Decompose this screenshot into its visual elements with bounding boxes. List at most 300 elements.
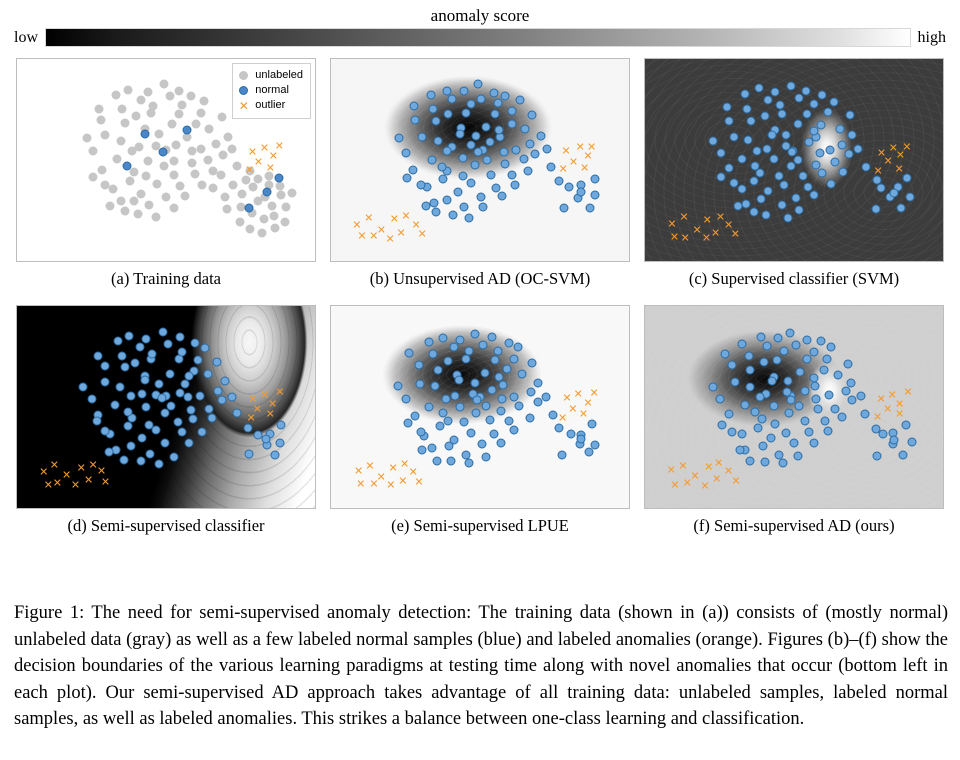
data-point [803,335,812,344]
data-point [276,439,285,448]
data-point [818,90,827,99]
data-point [717,149,726,158]
data-point [827,342,836,351]
plot-c-supervised-svm [644,58,944,262]
data-point [794,205,803,214]
data-point [95,105,104,114]
data-point [896,203,905,212]
data-point [508,171,517,180]
data-point [136,342,145,351]
data-point [809,190,818,199]
data-point [667,466,676,475]
data-point [39,468,48,477]
data-point [148,102,157,111]
data-point [528,358,537,367]
data-point [427,156,436,165]
data-point [716,212,725,221]
data-point [769,155,778,164]
data-point [590,174,599,183]
data-point [884,157,893,166]
data-point [130,359,139,368]
data-point [169,204,178,213]
caption-e: (e) Semi-supervised LPUE [391,516,569,535]
colorbar-title: anomaly score [430,6,530,25]
data-point [704,462,713,471]
data-point [585,448,594,457]
data-point [847,131,856,140]
data-point [414,478,423,487]
data-point [124,408,133,417]
data-point [174,109,183,118]
data-point [709,137,718,146]
data-point [558,451,567,460]
data-point [494,347,503,356]
data-point [405,349,414,358]
data-point [504,416,513,425]
data-point [258,229,267,238]
data-point [890,435,899,444]
data-point [742,104,751,113]
data-point [152,180,161,189]
plot-b-unsupervised-ocsvm [330,58,630,262]
data-point [189,415,198,424]
data-point [449,210,458,219]
data-point [275,141,284,150]
data-point [777,110,786,119]
data-point [762,342,771,351]
data-point [590,440,599,449]
data-point [499,381,508,390]
data-point [477,440,486,449]
data-point [170,453,179,462]
data-point [823,355,832,364]
data-point [794,401,803,410]
data-point [802,86,811,95]
data-point [365,461,374,470]
data-point [830,98,839,107]
data-point [184,371,193,380]
data-point [848,396,857,405]
data-point [430,381,439,390]
data-point [144,88,153,97]
data-point [485,415,494,424]
data-point [445,441,454,450]
panel-a [16,58,316,289]
data-point [670,233,679,242]
data-point [842,386,851,395]
data-point [137,433,146,442]
data-point [198,427,207,436]
data-point [269,151,278,160]
data-point [558,414,567,423]
data-point [731,477,740,486]
data-point [838,167,847,176]
data-point [477,94,486,103]
data-point [466,428,475,437]
data-point [390,215,399,224]
data-point [116,382,125,391]
data-point [753,424,762,433]
data-point [101,180,110,189]
data-point [779,458,788,467]
data-point [569,158,578,167]
data-point [121,119,130,128]
data-point [519,155,528,164]
data-point [280,218,289,227]
data-point [507,106,516,115]
figure-caption: Figure 1: The need for semi-supervised anomaly detection: The training data (shown in (a)) consists of (mostly normal) unlabeled data (gray) as well as a few labeled normal samples (blue) and labeled anomalies (orange). Figures (b)–(f) show the decision boundaries of the various learning paradigms at testing time along with novel anomalies that occur (bottom left in each plot). Our semi-supervised AD approach takes advantage of all training data: unlabeled samples, labeled normal samples, as well as labeled anomalies. This strikes a balance between one-class learning and classification. [14,603,948,729]
data-point [527,110,536,119]
data-point [158,394,167,403]
data-point [200,97,209,106]
data-point [124,86,133,95]
data-point [443,109,452,118]
colorbar-gradient [45,28,911,47]
data-point [716,395,725,404]
data-point [192,119,201,128]
data-point [744,352,753,361]
data-point [89,147,98,156]
data-point [465,213,474,222]
data-point [425,338,434,347]
data-point [438,409,447,418]
data-point [268,201,277,210]
data-point [117,104,126,113]
data-point [120,206,129,215]
data-point [804,138,813,147]
panel-b [330,58,630,289]
data-point [254,158,263,167]
data-point [831,404,840,413]
data-point [417,132,426,141]
data-point [100,131,109,140]
legend-normal-label: normal [255,84,289,96]
data-point [793,452,802,461]
data-point [101,426,110,435]
data-point [826,145,835,154]
data-point [427,90,436,99]
caption-d: (d) Semi-supervised classifier [67,516,265,535]
data-point [784,377,793,386]
data-point [228,181,237,190]
data-point [266,410,275,419]
data-point [871,205,880,214]
data-point [495,125,504,134]
data-point [155,460,164,469]
colorbar-section [14,6,946,47]
data-point [386,481,395,490]
data-point [809,373,818,382]
data-point [53,479,62,488]
data-point [137,390,146,399]
data-point [160,409,169,418]
data-point [442,147,451,156]
data-point [204,369,213,378]
data-point [514,343,523,352]
data-point [186,92,195,101]
data-point [482,452,491,461]
data-point [856,392,865,401]
data-point [521,125,530,134]
data-point [438,162,447,171]
data-point [369,480,378,489]
data-point [171,140,180,149]
data-point [184,393,193,402]
data-point [577,188,586,197]
data-point [214,387,223,396]
data-point [253,196,262,205]
plot-e-points [331,306,629,508]
data-point [862,162,871,171]
data-point [357,232,366,241]
data-point [249,183,258,192]
data-point [449,343,458,352]
data-point [130,168,139,177]
data-point [471,131,480,140]
data-point [799,171,808,180]
data-point [542,144,551,153]
data-point [233,162,242,171]
data-point [811,160,820,169]
data-point [125,331,134,340]
data-point [723,103,732,112]
data-point [112,90,121,99]
data-point [872,451,881,460]
data-point [121,363,130,372]
data-point [170,170,179,179]
data-point [731,378,740,387]
data-point [262,435,271,444]
data-point [733,202,742,211]
data-point [809,347,818,356]
caption-c: (c) Supervised classifier (SVM) [688,269,900,288]
data-point [128,146,137,155]
data-point [497,439,506,448]
data-point [263,188,272,197]
caption-a: (a) Training data [111,269,221,288]
panel-grid [16,58,946,536]
data-point [845,111,854,120]
panel-row-top [16,58,946,289]
data-point [188,146,197,155]
data-point [908,437,917,446]
data-point [490,88,499,97]
data-point [681,233,690,242]
data-point [903,173,912,182]
data-point [533,378,542,387]
data-point [473,396,482,405]
data-point [260,215,269,224]
data-point [218,151,227,160]
data-point [180,380,189,389]
data-point [775,101,784,110]
data-point [112,154,121,163]
data-point [459,418,468,427]
data-point [498,395,507,404]
data-point [782,130,791,139]
data-point [501,159,510,168]
legend-outlier-marker-icon [238,100,249,111]
data-point [416,379,425,388]
data-point [433,136,442,145]
data-point [101,377,110,386]
data-point [461,450,470,459]
data-point [141,376,150,385]
data-point [276,421,285,430]
data-point [441,394,450,403]
data-point [123,162,132,171]
data-point [831,157,840,166]
data-point [197,144,206,153]
data-point [717,420,726,429]
data-point [555,176,564,185]
colorbar-low-label: low [14,28,38,46]
data-point [442,195,451,204]
data-point [62,471,71,480]
data-point [587,419,596,428]
panel-c [644,58,944,289]
data-point [738,184,747,193]
data-point [352,221,361,230]
data-point [577,435,586,444]
data-point [228,145,237,154]
data-point [465,459,474,468]
data-point [129,196,138,205]
data-point [175,87,184,96]
data-point [499,147,508,156]
data-point [462,108,471,117]
data-point [835,124,844,133]
data-point [826,180,835,189]
data-point [490,110,499,119]
data-point [191,170,200,179]
data-point [759,357,768,366]
data-point [459,203,468,212]
data-point [802,109,811,118]
panel-row-bottom [16,305,946,536]
data-point [401,211,410,220]
data-point [148,349,157,358]
data-point [788,147,797,156]
data-point [820,366,829,375]
data-point [809,438,818,447]
data-point [482,123,491,132]
data-point [745,457,754,466]
data-point [490,429,499,438]
data-point [245,166,254,175]
plot-d-semisupervised-classifier [16,305,316,509]
data-point [211,140,220,149]
data-point [720,350,729,359]
colorbar-row [14,28,946,47]
data-point [824,391,833,400]
data-point [771,420,780,429]
data-point [754,84,763,93]
data-point [730,133,739,142]
data-point [903,387,912,396]
data-point [471,408,480,417]
data-point [486,171,495,180]
data-point [144,157,153,166]
data-point [678,461,687,470]
data-point [145,420,154,429]
data-point [779,347,788,356]
data-point [432,456,441,465]
data-point [562,394,571,403]
data-point [757,194,766,203]
colorbar-high-label: high [917,28,946,46]
data-point [44,480,53,489]
data-point [101,477,110,486]
plot-f-points [645,306,943,508]
data-point [902,142,911,151]
data-point [168,120,177,129]
data-point [488,332,497,341]
data-point [414,361,423,370]
data-point [764,95,773,104]
data-point [761,210,770,219]
data-point [164,340,173,349]
data-point [396,229,405,238]
data-point [516,95,525,104]
data-point [774,172,783,181]
data-point [270,212,279,221]
data-point [590,190,599,199]
data-point [403,173,412,182]
data-point [738,154,747,163]
data-point [515,402,524,411]
data-point [504,338,513,347]
data-point [559,203,568,212]
data-point [590,389,599,398]
data-point [416,427,425,436]
data-point [142,171,151,180]
data-point [813,405,822,414]
data-point [455,335,464,344]
data-point [233,408,242,417]
data-point [246,224,255,233]
data-point [760,111,769,120]
data-point [398,476,407,485]
data-point [763,145,772,154]
data-point [899,450,908,459]
plot-d-points [17,306,315,508]
plot-f-semisupervised-ad-ours [644,305,944,509]
data-point [708,383,717,392]
data-point [94,351,103,360]
data-point [369,232,378,241]
data-point [119,455,128,464]
data-point [266,164,275,173]
data-point [818,169,827,178]
data-point [794,94,803,103]
data-point [159,328,168,337]
data-point [477,192,486,201]
data-point [136,189,145,198]
data-point [523,167,532,176]
data-point [221,377,230,386]
data-point [466,178,475,187]
data-point [490,356,499,365]
data-point [531,149,540,158]
data-point [217,170,226,179]
data-point [416,180,425,189]
data-point [209,184,218,193]
data-point [88,460,97,469]
data-point [746,383,755,392]
data-point [247,414,256,423]
data-point [177,347,186,356]
